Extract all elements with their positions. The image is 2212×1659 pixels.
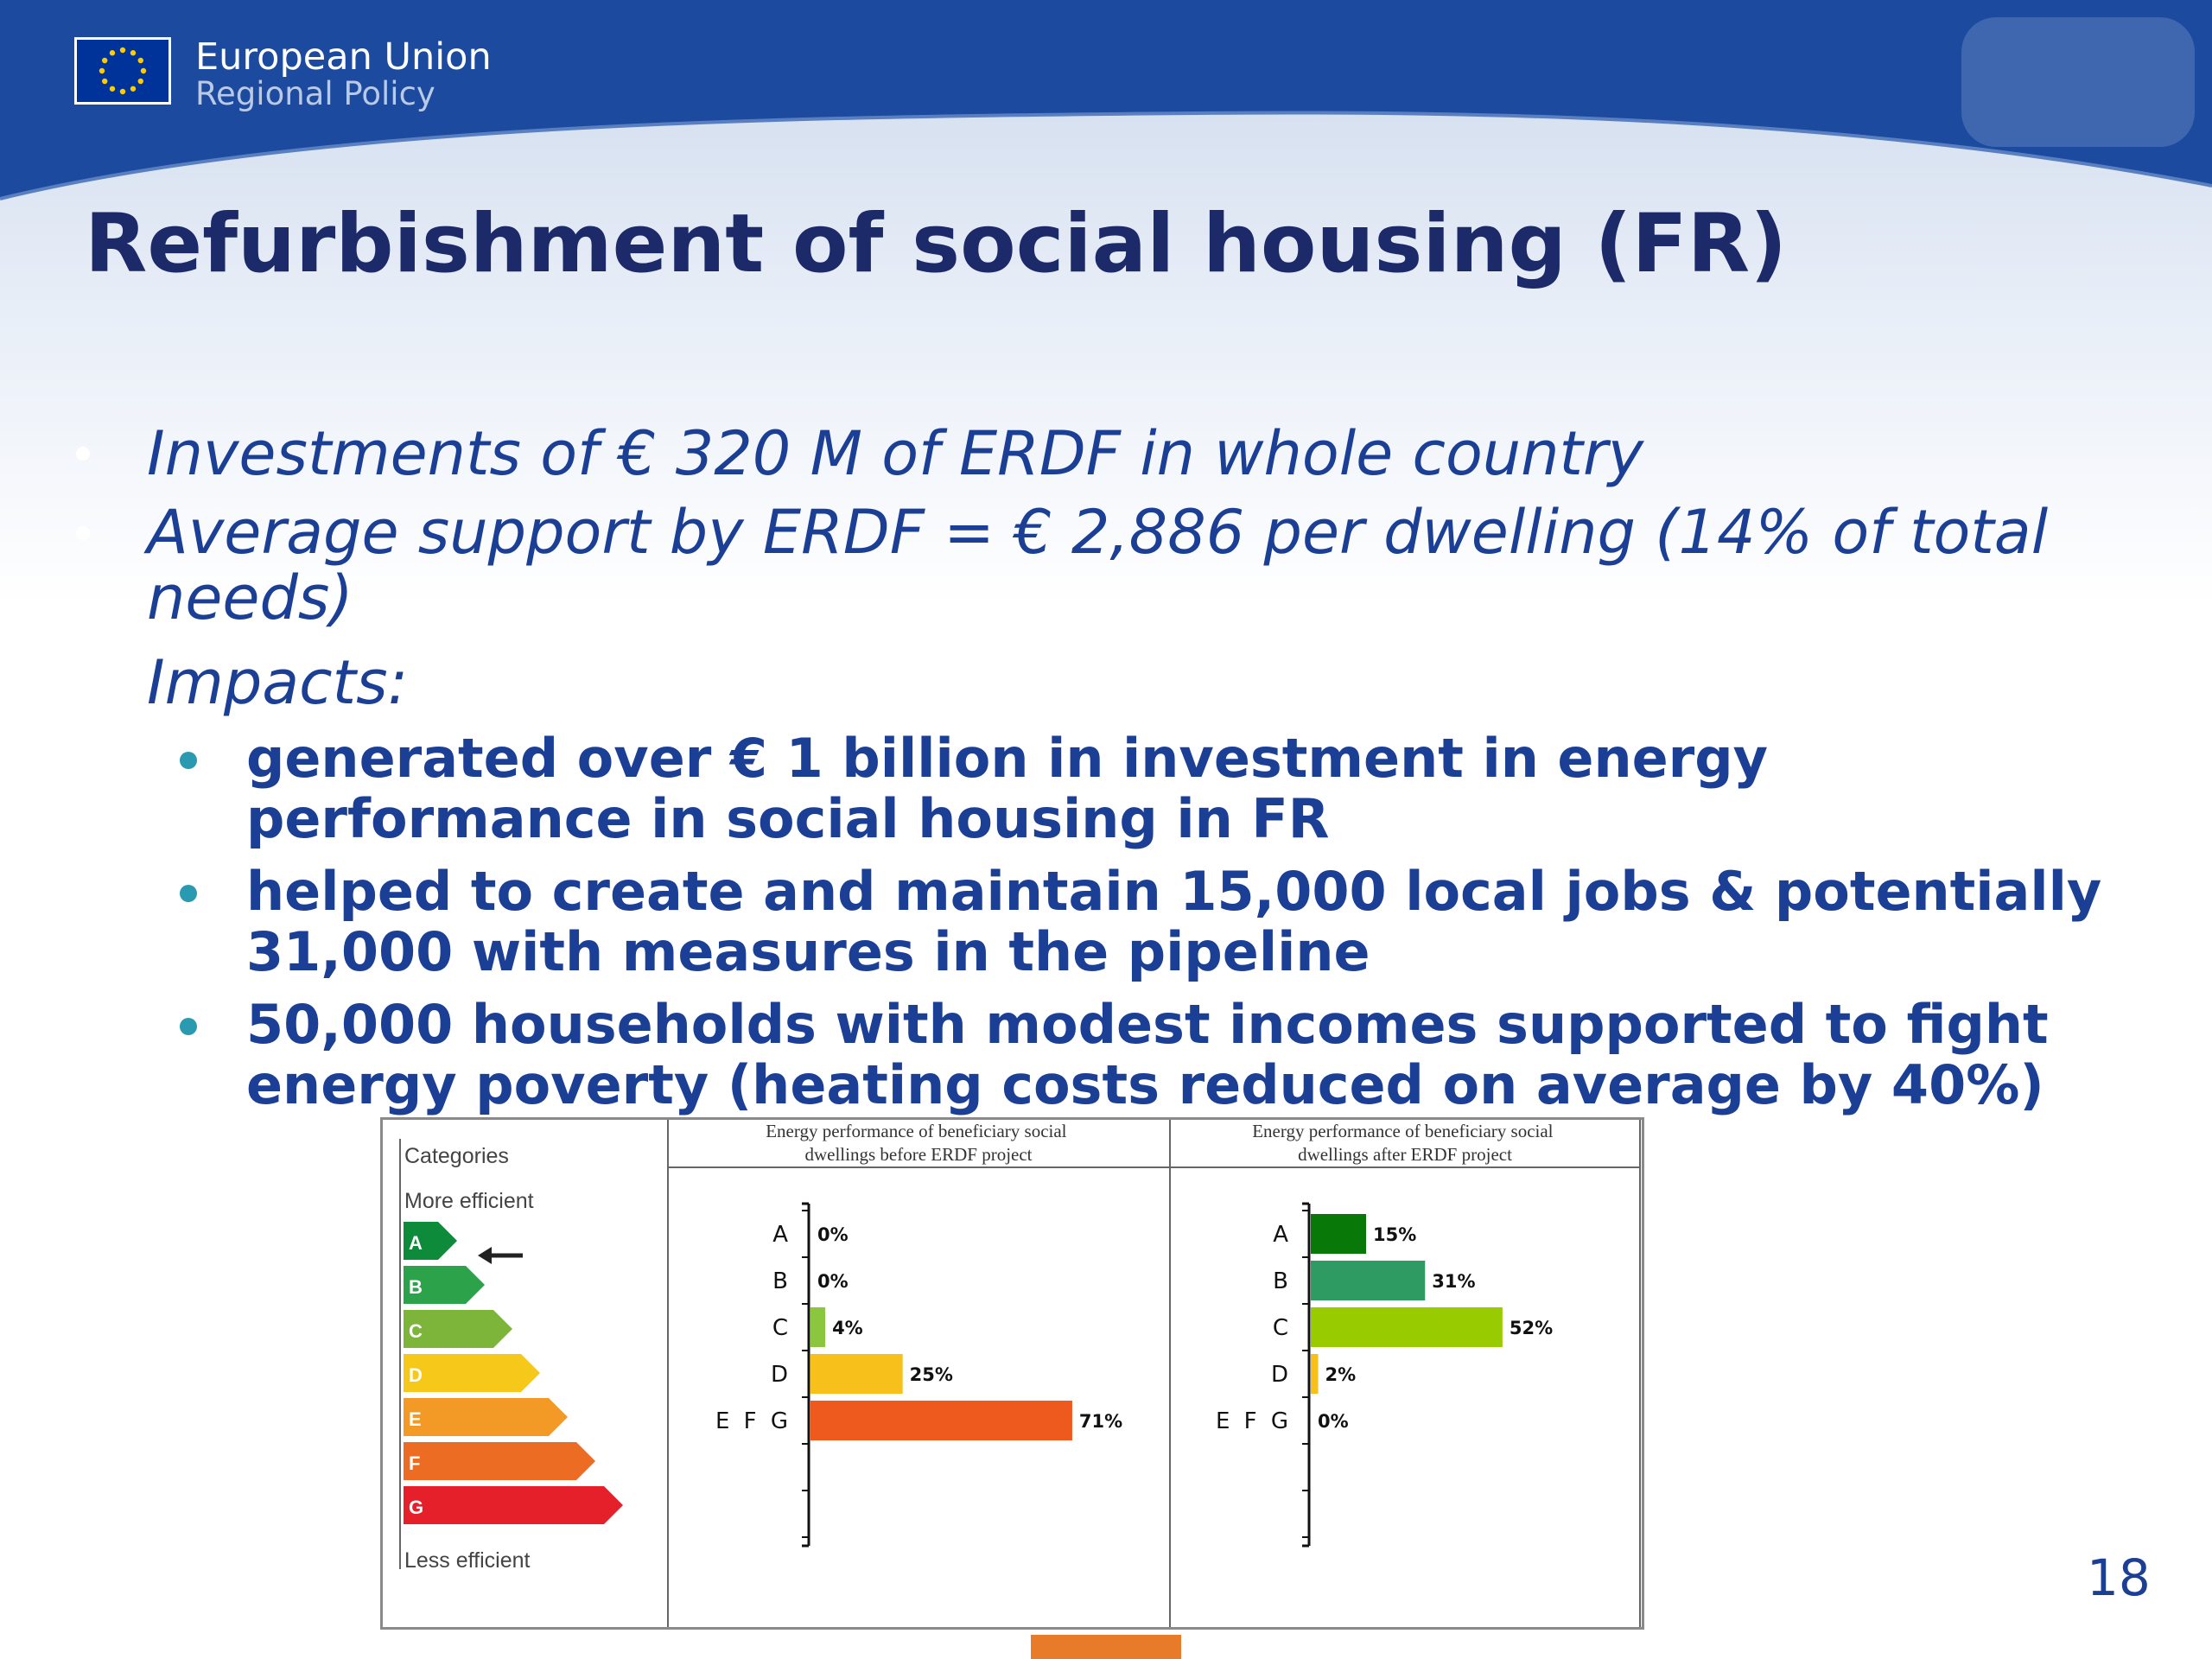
legend-band-e <box>404 1398 568 1436</box>
value-label: 2% <box>1325 1364 1357 1385</box>
impacts-label: Impacts: <box>147 647 409 718</box>
legend-band-d <box>404 1354 540 1392</box>
legend-band-g <box>404 1486 623 1524</box>
impact-bullet-dot <box>180 885 197 902</box>
bar-d <box>810 1354 903 1394</box>
impact-item-3-line1: 50,000 households with modest incomes supported to fight <box>246 993 2049 1056</box>
bar-d <box>1311 1354 1319 1394</box>
value-label: 25% <box>909 1364 953 1385</box>
legend-band-letter: B <box>409 1276 423 1298</box>
value-label: 31% <box>1432 1271 1476 1292</box>
legend-title: Categories <box>404 1144 509 1168</box>
legend-bottom-label: Less efficient <box>404 1548 531 1573</box>
bullet-dot <box>76 526 90 540</box>
org-name: European Union <box>195 35 492 79</box>
category-label: B <box>772 1268 791 1294</box>
legend-band-letter: D <box>409 1364 423 1386</box>
category-label: C <box>1272 1315 1292 1341</box>
value-label: 0% <box>1318 1411 1349 1432</box>
impact-bullet-dot <box>180 752 197 769</box>
value-label: 15% <box>1373 1224 1417 1245</box>
category-label: E F G <box>715 1408 791 1434</box>
impact-bullet-dot <box>180 1018 197 1035</box>
arrow-left-icon <box>478 1247 523 1264</box>
category-label: C <box>772 1315 791 1341</box>
page-title: Refurbishment of social housing (FR) <box>85 197 1788 291</box>
bullet-investments: Investments of € 320 M of ERDF in whole country <box>147 418 1644 489</box>
header-banner <box>0 0 2212 207</box>
bullet-average-support: Average support by ERDF = € 2,886 per dwelling (14% of total needs) <box>147 497 2049 633</box>
eu-flag-logo <box>74 37 171 105</box>
org-subtitle: Regional Policy <box>195 75 435 112</box>
impact-item-2-line2: 31,000 with measures in the pipeline <box>246 920 1370 983</box>
bullet-dot <box>76 447 90 461</box>
category-label: B <box>1273 1268 1292 1294</box>
legend-band-letter: E <box>409 1408 422 1430</box>
impact-item-1-line2: performance in social housing in FR <box>246 787 1330 850</box>
bar-c <box>1311 1307 1503 1347</box>
value-label: 0% <box>817 1271 849 1292</box>
category-label: E F G <box>1215 1408 1292 1434</box>
energy-performance-chart <box>380 1117 1644 1630</box>
category-label: D <box>770 1362 791 1388</box>
legend-band-f <box>404 1442 595 1480</box>
bar-efg <box>810 1401 1072 1440</box>
eu-stars-icon <box>77 40 168 102</box>
impact-item-3-line2: energy poverty (heating costs reduced on average by 40%) <box>246 1053 2044 1116</box>
bar-c <box>810 1307 825 1347</box>
chart-before-bars <box>715 1204 1122 1546</box>
legend-top-label: More efficient <box>404 1189 534 1213</box>
bar-b <box>1311 1261 1425 1300</box>
category-label: A <box>1273 1222 1292 1248</box>
impact-item-2-line1: helped to create and maintain 15,000 local jobs & potentially <box>246 860 2102 923</box>
chart-before-title: Energy performance of beneficiary social dwellings before ERDF project <box>766 1121 1067 1165</box>
footer-tab <box>1031 1635 1181 1659</box>
category-label: A <box>772 1222 791 1248</box>
legend-band-letter: G <box>409 1497 424 1518</box>
legend-band-letter: C <box>409 1320 423 1342</box>
chart-after-bars <box>1216 1204 1553 1546</box>
chart-canvas <box>383 1120 1642 1627</box>
legend-band-letter: F <box>409 1452 421 1474</box>
value-label: 71% <box>1078 1411 1123 1432</box>
impact-item-1-line1: generated over € 1 billion in investment in energy <box>246 727 1769 790</box>
category-label: D <box>1270 1362 1292 1388</box>
chart-after-title: Energy performance of beneficiary social dwellings after ERDF project <box>1252 1121 1554 1165</box>
value-label: 0% <box>817 1224 849 1245</box>
legend-band-letter: A <box>409 1232 423 1254</box>
value-label: 4% <box>832 1318 863 1338</box>
bar-a <box>1311 1214 1366 1254</box>
value-label: 52% <box>1509 1318 1554 1338</box>
slide-number: 18 <box>2087 1548 2151 1607</box>
